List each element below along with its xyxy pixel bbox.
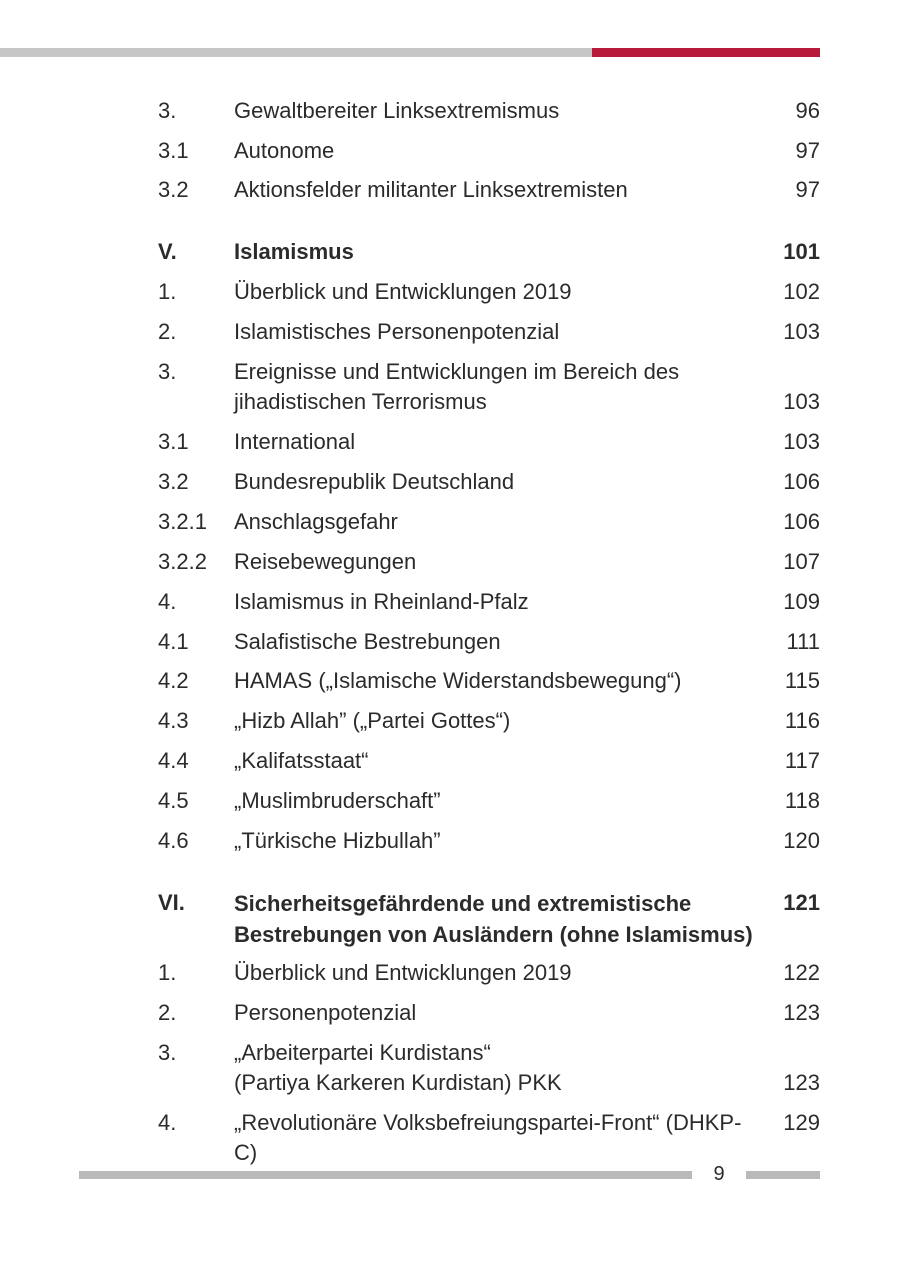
toc-entry-title — [234, 587, 754, 617]
toc-entry-title-line: Personenpotenzial — [234, 1000, 417, 1025]
toc-entry-title — [234, 1108, 754, 1168]
toc-entry-number: 4.6 — [158, 828, 189, 853]
toc-entry-number: 3.2 — [158, 177, 189, 202]
toc-entry-title-line: Islamismus — [234, 239, 354, 264]
toc-entry-title — [234, 317, 754, 347]
toc-entry-number: 3.1 — [158, 138, 189, 163]
toc-entry-title-line: „Revolutionäre Volksbefreiungspartei-Front“ (DHKP-C) — [234, 1110, 742, 1165]
toc-entry-page: 103 — [783, 429, 820, 454]
toc-entry-number: VI. — [158, 890, 185, 915]
toc-entry-title-line: Überblick und Entwicklungen 2019 — [234, 279, 572, 304]
toc-entry-number: 4. — [158, 1110, 177, 1135]
toc-entry-number: 2. — [158, 1000, 177, 1025]
toc-entry-title-line: Bundesrepublik Deutschland — [234, 469, 515, 494]
toc-entry-number: 4.2 — [158, 668, 189, 693]
toc-entry-title — [234, 357, 754, 417]
toc-entry-title-line: Anschlagsgefahr — [234, 509, 398, 534]
header-rule — [0, 48, 592, 57]
toc-entry-title-line: Aktionsfelder militanter Linksextremisten — [234, 177, 628, 202]
toc-entry-page: 123 — [783, 1070, 820, 1095]
toc-entry-page: 97 — [795, 177, 820, 202]
toc-entry-page: 101 — [783, 239, 820, 264]
toc-entry-title-line: jihadistischen Terrorismus — [234, 389, 487, 414]
toc-entry-page: 102 — [783, 279, 820, 304]
toc-entry-page: 118 — [784, 788, 820, 813]
toc-entry-number: 3.2.1 — [158, 509, 207, 534]
toc-entry-number: 4.4 — [158, 748, 189, 773]
footer-rule-right — [746, 1171, 820, 1179]
toc-entry-page: 106 — [783, 469, 820, 494]
toc-entry-number: 4.3 — [158, 708, 189, 733]
toc-entry-title-line: „Kalifatsstaat“ — [234, 748, 369, 773]
toc-entry-number: 4. — [158, 589, 177, 614]
toc-entry-title-line: „Arbeiterpartei Kurdistans“ — [234, 1040, 491, 1065]
toc-entry-title-line: Überblick und Entwicklungen 2019 — [234, 960, 572, 985]
toc-entry-title-line: International — [234, 429, 356, 454]
toc-entry-page: 129 — [783, 1110, 820, 1135]
toc-entry-title — [234, 1038, 754, 1098]
toc-entry-title — [234, 786, 754, 816]
toc-entry-title-line: Reisebewegungen — [234, 549, 417, 574]
toc-entry-title — [234, 666, 754, 696]
toc-entry-page: 122 — [783, 960, 820, 985]
toc-entry-number: V. — [158, 239, 177, 264]
toc-entry-page: 116 — [784, 708, 820, 733]
toc-entry-number: 3.1 — [158, 429, 189, 454]
toc-entry-title-line: „Hizb Allah” („Partei Gottes“) — [234, 708, 511, 733]
toc-entry-title — [234, 507, 754, 537]
toc-entry-page: 111 — [786, 629, 820, 654]
toc-entry-title — [234, 96, 754, 126]
toc-entry-number: 3. — [158, 1040, 177, 1065]
toc-entry-page: 123 — [783, 1000, 820, 1025]
toc-entry-title — [234, 888, 754, 950]
toc-entry-title — [234, 746, 754, 776]
toc-entry-title-line: „Türkische Hizbullah” — [234, 828, 441, 853]
toc-entry-page: 117 — [784, 748, 820, 773]
toc-entry-page: 121 — [783, 890, 820, 915]
toc-entry-page: 97 — [795, 138, 820, 163]
toc-entry-title — [234, 627, 754, 657]
header-accent-rule — [592, 48, 820, 57]
toc-entry-number: 1. — [158, 960, 177, 985]
toc-entry-number: 3. — [158, 359, 177, 384]
toc-entry-title — [234, 467, 754, 497]
footer-rule-left — [79, 1171, 692, 1179]
toc-entry-number: 3. — [158, 98, 177, 123]
toc-entry-number: 3.2 — [158, 469, 189, 494]
toc-entry-number: 4.1 — [158, 629, 189, 654]
toc-entry-title-line: Ereignisse und Entwicklungen im Bereich des — [234, 359, 680, 384]
toc-entry-page: 107 — [783, 549, 820, 574]
toc-entry-title — [234, 958, 754, 988]
toc-entry-title-line: Bestrebungen von Ausländern (ohne Islamismus) — [234, 922, 753, 947]
toc-entry-title-line: Islamistisches Personenpotenzial — [234, 319, 560, 344]
toc-entry-number: 4.5 — [158, 788, 189, 813]
toc-entry-page: 96 — [795, 98, 820, 123]
toc-entry-title — [234, 706, 754, 736]
toc-entry-number: 1. — [158, 279, 177, 304]
toc-entry-number: 3.2.2 — [158, 549, 207, 574]
toc-entry-page: 115 — [784, 668, 820, 693]
toc-entry-title — [234, 237, 754, 267]
toc-entry-page: 109 — [783, 589, 820, 614]
toc-entry-title-line: Salafistische Bestrebungen — [234, 629, 501, 654]
toc-entry-title-line: Islamismus in Rheinland-Pfalz — [234, 589, 529, 614]
page-number: 9 — [713, 1163, 725, 1185]
toc-entry-page: 103 — [783, 389, 820, 414]
toc-entry-title-line: Gewaltbereiter Linksextremismus — [234, 98, 560, 123]
toc-entry-page: 106 — [783, 509, 820, 534]
toc-entry-title-line: HAMAS („Islamische Widerstandsbewegung“) — [234, 668, 682, 693]
toc-entry-number: 2. — [158, 319, 177, 344]
toc-entry-title — [234, 277, 754, 307]
toc-entry-title-line: Sicherheitsgefährdende und extremistische — [234, 891, 692, 916]
toc-entry-title — [234, 826, 754, 856]
toc-entry-page: 120 — [783, 828, 820, 853]
toc-entry-title — [234, 136, 754, 166]
toc-entry-title — [234, 998, 754, 1028]
toc-entry-title-line: Autonome — [234, 138, 335, 163]
toc-entry-page: 103 — [783, 319, 820, 344]
toc-entry-title — [234, 427, 754, 457]
toc-entry-title — [234, 547, 754, 577]
toc-entry-title-line: „Muslimbruderschaft” — [234, 788, 441, 813]
toc-entry-title-line: (Partiya Karkeren Kurdistan) PKK — [234, 1070, 562, 1095]
toc-entry-title — [234, 175, 754, 205]
